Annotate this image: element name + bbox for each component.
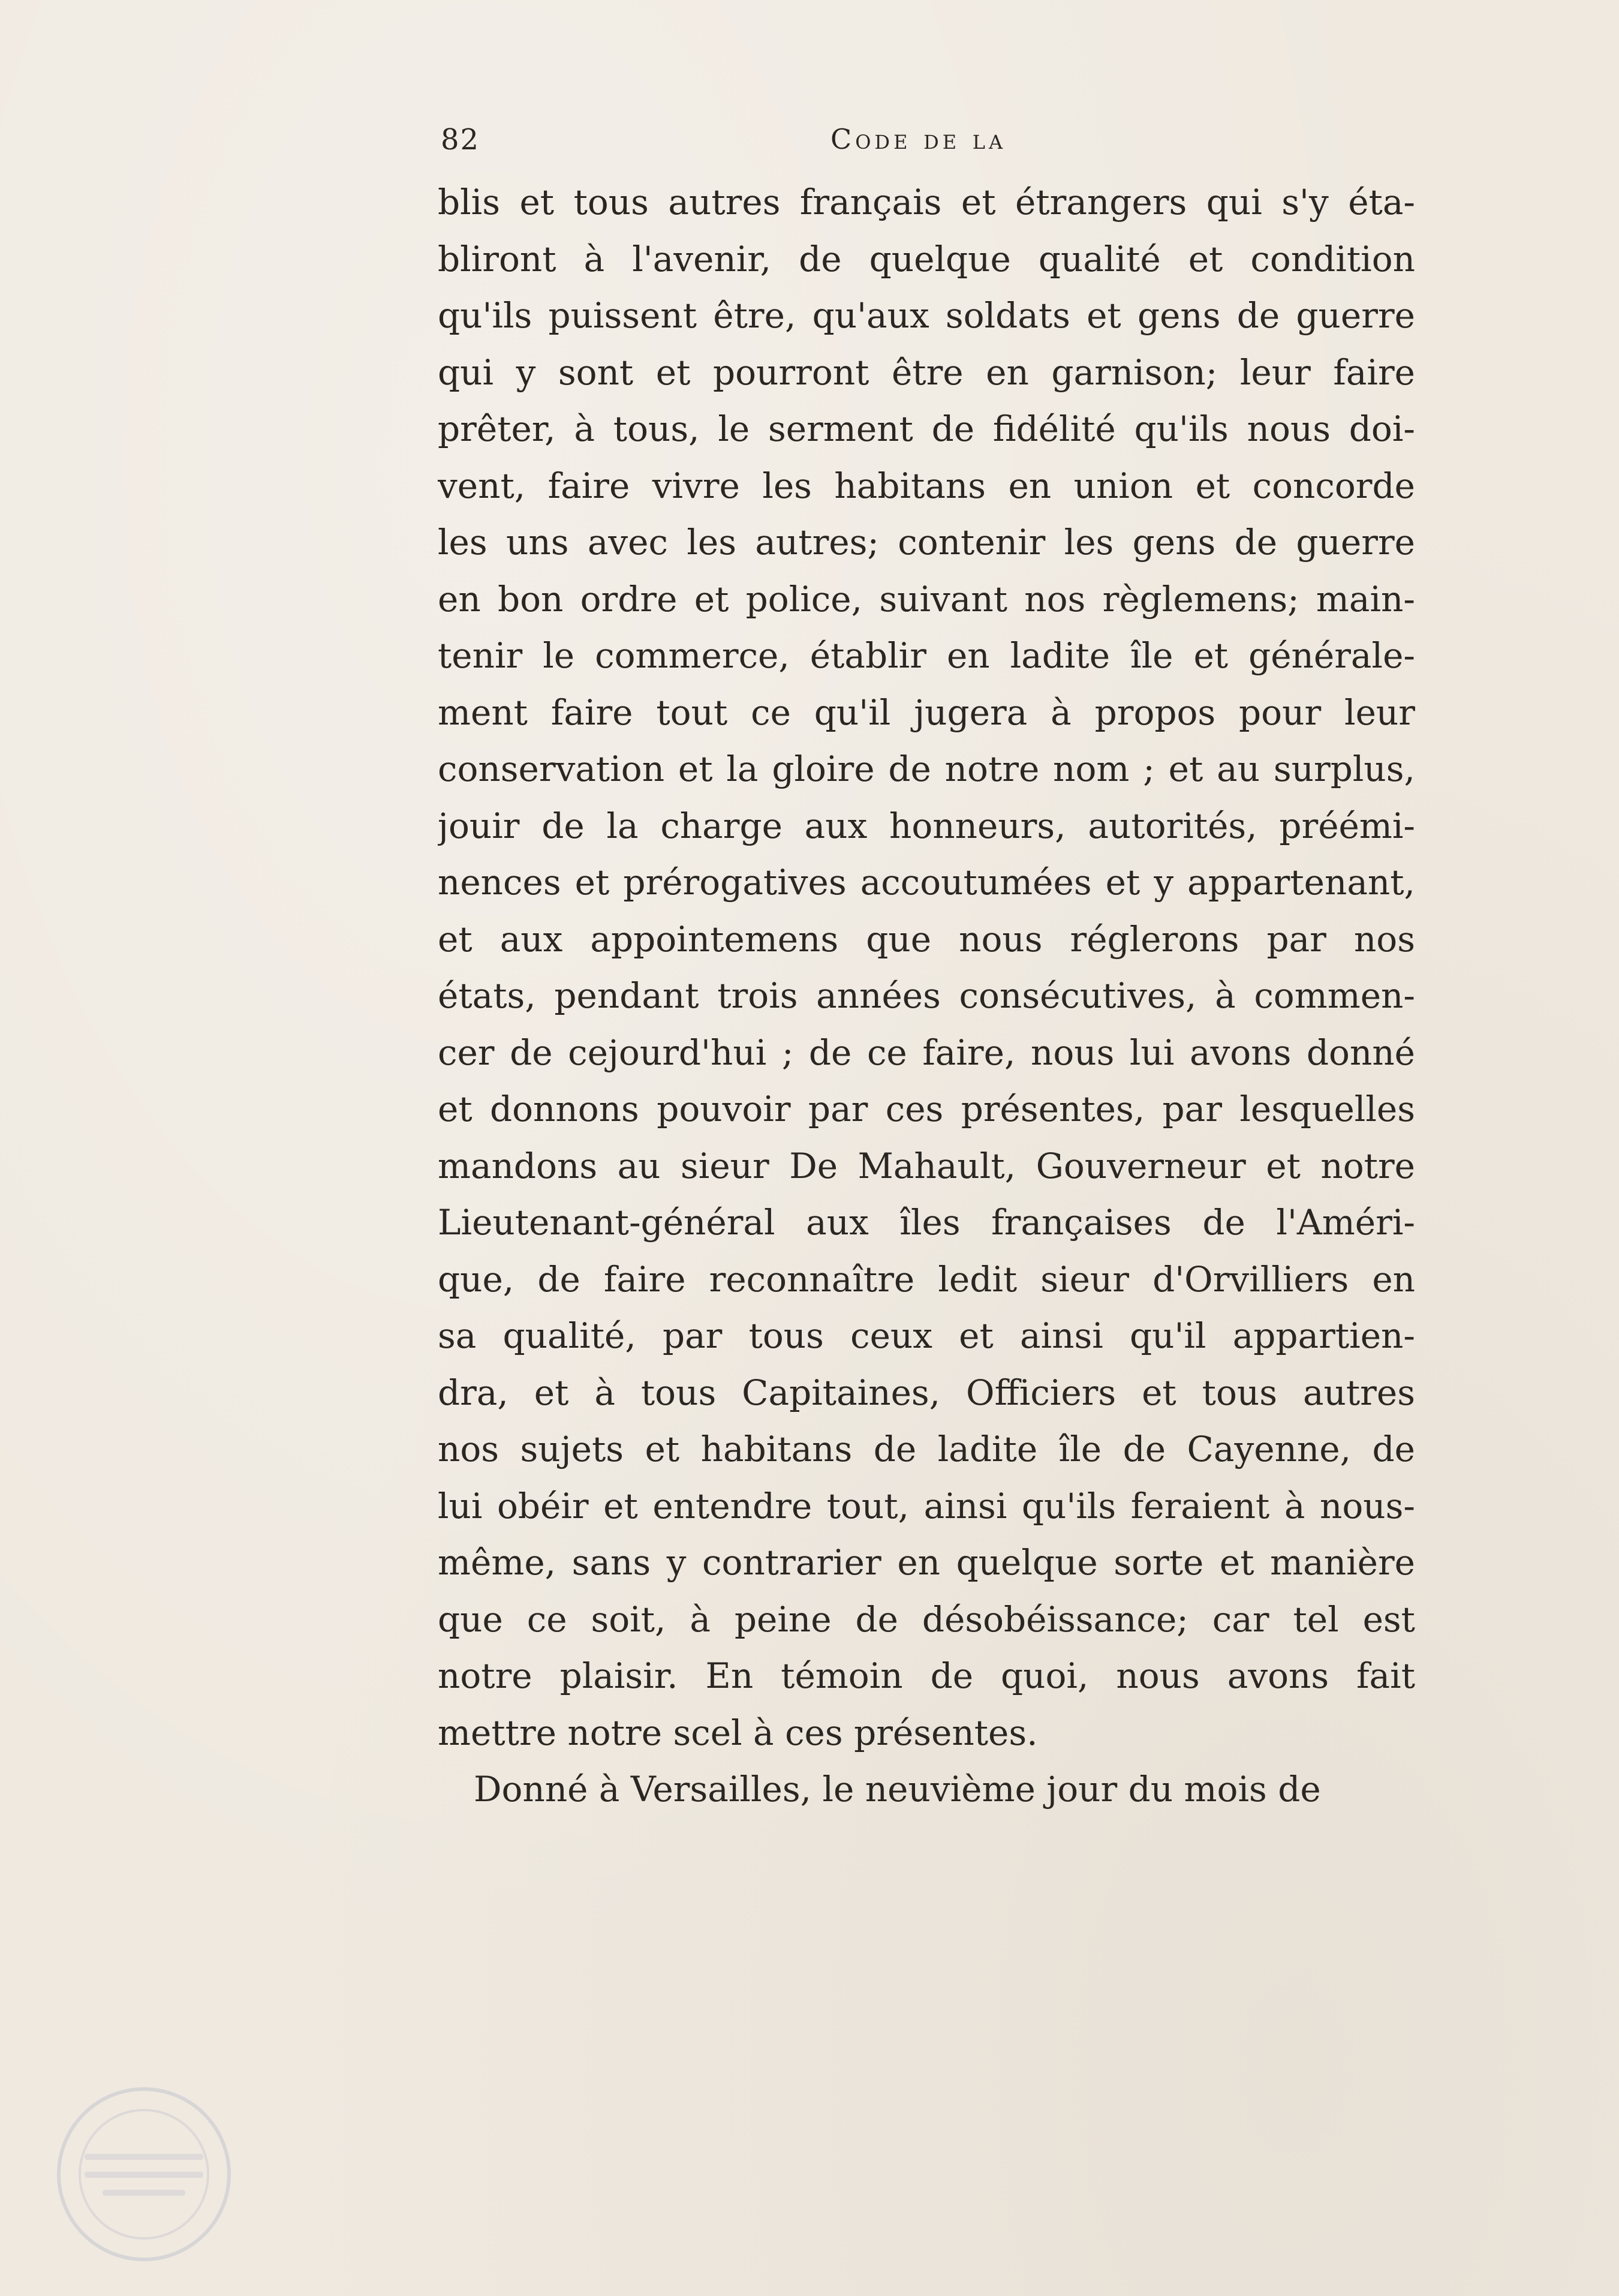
text-line: et aux appointemens que nous réglerons par nos xyxy=(438,918,1415,960)
text-line: dra, et à tous Capitaines, Officiers et tous autres xyxy=(438,1372,1415,1413)
text-line: tenir le commerce, établir en ladite île et générale- xyxy=(438,635,1415,676)
text-line: les uns avec les autres; contenir les gens de guerre xyxy=(438,522,1415,563)
text-line: vent, faire vivre les habitans en union et concorde xyxy=(438,465,1415,506)
text-line: qu'ils puissent être, qu'aux soldats et gens de guerre xyxy=(438,295,1415,336)
text-line: mettre notre scel à ces présentes. xyxy=(438,1712,1038,1753)
text-line: en bon ordre et police, suivant nos règlemens; main- xyxy=(438,578,1415,620)
stamp-mark xyxy=(85,2172,203,2178)
text-line: que, de faire reconnaître ledit sieur d'Orvilliers en xyxy=(438,1258,1415,1300)
text-line: blis et tous autres français et étrangers qui s'y éta- xyxy=(438,182,1415,223)
library-stamp xyxy=(57,2087,231,2261)
text-line: cer de cejourd'hui ; de ce faire, nous lui avons donné xyxy=(438,1032,1415,1073)
text-line: et donnons pouvoir par ces présentes, par lesquelles xyxy=(438,1089,1415,1129)
text-line: jouir de la charge aux honneurs, autorités, préémi- xyxy=(438,805,1415,846)
text-line: notre plaisir. En témoin de quoi, nous avons fait xyxy=(438,1655,1415,1696)
text-line: qui y sont et pourront être en garnison; leur faire xyxy=(438,351,1415,393)
text-line: nos sujets et habitans de ladite île de Cayenne, de xyxy=(438,1429,1415,1469)
text-line: même, sans y contrarier en quelque sorte et manière xyxy=(438,1542,1415,1583)
text-line: Lieutenant-général aux îles françaises de l'Améri- xyxy=(438,1202,1415,1243)
text-line: bliront à l'avenir, de quelque qualité et condition xyxy=(438,238,1415,280)
final-line: Donné à Versailles, le neuvième jour du mois de xyxy=(474,1769,1321,1810)
text-line: prêter, à tous, le serment de fidélité qu'ils nous doi- xyxy=(438,408,1415,449)
page-header xyxy=(441,123,1412,171)
text-line: que ce soit, à peine de désobéissance; car tel est xyxy=(438,1598,1415,1640)
page-number: 82 xyxy=(441,123,480,157)
text-line: conservation et la gloire de notre nom ; et au surplus, xyxy=(438,749,1415,789)
stamp-mark xyxy=(85,2154,203,2160)
text-line: états, pendant trois années consécutives, à commen- xyxy=(438,975,1415,1016)
stamp-mark xyxy=(103,2190,185,2196)
text-line: sa qualité, par tous ceux et ainsi qu'il appartien- xyxy=(438,1315,1415,1356)
text-line: ment faire tout ce qu'il jugera à propos pour leur xyxy=(438,692,1415,733)
text-line: mandons au sieur De Mahault, Gouverneur et notre xyxy=(438,1145,1415,1186)
body-text xyxy=(438,174,1415,1818)
running-head: Code de la xyxy=(830,123,1007,155)
text-line: nences et prérogatives accoutumées et y appartenant, xyxy=(438,862,1415,903)
text-line: lui obéir et entendre tout, ainsi qu'ils feraient à nous- xyxy=(438,1485,1415,1526)
